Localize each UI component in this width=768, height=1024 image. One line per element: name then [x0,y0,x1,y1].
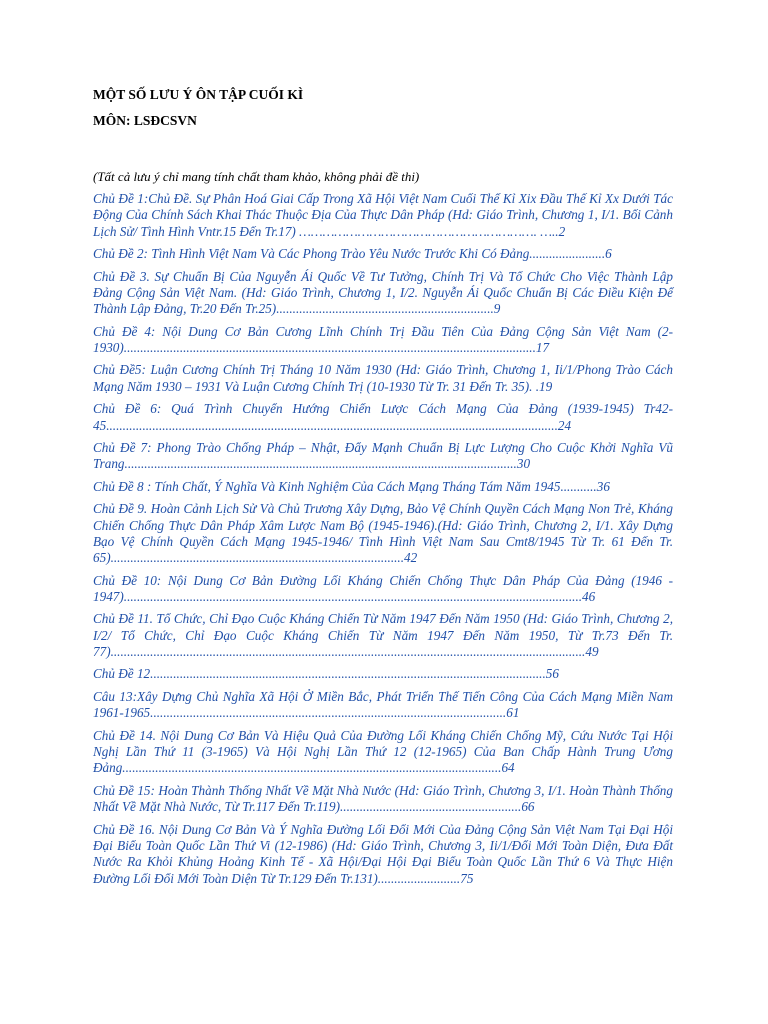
toc-entry-page-number: 6 [605,246,612,262]
toc-entry[interactable] [93,728,673,777]
toc-entry-page-number: 36 [596,478,610,494]
toc-entry-page-number: 17 [535,339,550,355]
toc-entry-page-number: 9 [493,301,501,317]
disclaimer-note: (Tất cả lưu ý chỉ mang tính chất tham khảo, không phải đề thi) [93,169,420,184]
toc-entry[interactable] [93,611,673,660]
toc-entry[interactable] [93,324,673,357]
toc-entry-page-number: 49 [585,644,599,659]
toc-entry[interactable] [93,666,673,682]
toc-entry-text: Chủ Đề 4: Nội Dung Cơ Bản Cương Lĩnh Chính Trị Đầu Tiên Của Đảng Cộng Sản Việt Nam (2-1930)............................................................................................................................. [93,323,673,355]
toc-entry-text: Chủ Đề5: Luận Cương Chính Trị Tháng 10 Năm 1930 (Hd: Giáo Trình, Chương 1, Ii/1/Phong Trào Cách Mạng Năm 1930 – 1931 Và Luận Cương Chính Trị (10-1930 Từ Tr. 31 Đến Tr. 35). . [93,362,673,394]
toc-entry-text: Chủ Đề 7: Phong Trào Chống Pháp – Nhật, Đẩy Mạnh Chuẩn Bị Lực Lượng Cho Cuộc Khởi Nghĩa Vũ Trang....................................................................................................................... [93,439,673,472]
toc-entry[interactable] [93,401,673,434]
toc-entry[interactable] [93,822,673,887]
document-page [93,84,673,893]
toc-entry-page-number: 19 [539,378,553,394]
toc-entry[interactable] [93,501,673,566]
toc-entry-text: Chủ Đề 8 : Tính Chất, Ý Nghĩa Và Kinh Nghiệm Của Cách Mạng Tháng Tám Năm 1945........... [93,478,597,494]
toc-entry-text: Chủ Đề 2: Tình Hình Việt Nam Và Các Phong Trào Yêu Nước Trước Khi Có Đảng....................... [93,246,606,262]
toc-entry-text: Chủ Đề 11. Tổ Chức, Chỉ Đạo Cuộc Kháng Chiến Từ Năm 1947 Đến Năm 1950 (Hd: Giáo Trình, Chương 2, I/2/ Tổ Chức, Chỉ Đạo Cuộc Kháng Chiến Từ Năm 1947 Đến Năm 1950, Từ Tr.73 Đến Tr. 77)................................................................................................................................................ [93,611,673,659]
toc-entry-text: Chủ Đề 15: Hoàn Thành Thống Nhất Về Mặt Nhà Nước (Hd: Giáo Trình, Chương 3, I/1. Hoàn Thành Thống Nhất Về Mặt Nhà Nước, Từ Tr.117 Đến Tr.119)....................................................... [93,782,673,815]
toc-entry-page-number: 42 [404,550,418,566]
toc-entry-text: Chủ Đề 10: Nội Dung Cơ Bản Đường Lối Kháng Chiến Chống Thực Dân Pháp Của Đảng (1946 - 1947)........................................................................................................................................... [93,572,673,604]
table-of-contents [93,191,673,887]
toc-entry-text: Chủ Đề 9. Hoàn Cảnh Lịch Sử Và Chủ Trương Xây Dựng, Bảo Vệ Chính Quyền Cách Mạng Non Trẻ, Kháng Chiến Chống Thực Dân Pháp Xâm Lược Nam Bộ (1945-1946).(Hd: Giáo Trình, Chương 2, I/1. Xây Dựng Bạo Vệ Chính Quyền Cách Mạng 1945-1946/ Tình Hình Việt Nam Sau Cmt8/1945 Từ Tr. 61 Đến Tr. 65)......................................................................................... [93,501,673,566]
toc-entry-text: Chủ Đề 12........................................................................................................................ [93,666,546,682]
toc-entry-page-number: 24 [557,417,572,433]
toc-entry-page-number: 66 [521,799,535,815]
toc-entry[interactable] [93,191,673,240]
document-subject: MÔN: LSĐCSVN [93,113,197,128]
toc-entry[interactable] [93,783,673,816]
toc-entry[interactable] [93,479,673,495]
toc-entry-text: Chủ Đề 3. Sự Chuẩn Bị Của Nguyễn Ái Quốc Về Tư Tưởng, Chính Trị Và Tổ Chức Cho Việc Thành Lập Đảng Cộng Sản Việt Nam. (Hd: Giáo Trình, Chương 1, I/2. Nguyễn Ái Quốc Chuẩn Bị Các Điều Kiện Để Thành Lập Đảng, Tr.20 Đến Tr.25).................................................................. [93,268,673,317]
toc-entry[interactable] [93,269,673,318]
toc-entry-page-number: 75 [460,870,474,886]
toc-entry-page-number: 56 [545,666,559,682]
toc-entry[interactable] [93,246,673,262]
toc-entry[interactable] [93,689,673,722]
document-title: MỘT SỐ LƯU Ý ÔN TẬP CUỐI KÌ [93,87,304,102]
toc-entry[interactable] [93,440,673,473]
toc-entry-text: Chủ Đề 14. Nội Dung Cơ Bản Và Hiệu Quả Của Đường Lối Kháng Chiến Chống Mỹ, Cứu Nước Tại Hội Nghị Lần Thứ 11 (3-1965) Và Hội Nghị Lần Thứ 12 (12-1965) Của Ban Chấp Hành Trung Ương Đảng................................................................................................................... [93,727,673,776]
toc-entry-text: Chủ Đề 1:Chủ Đề. Sự Phân Hoá Giai Cấp Trong Xã Hội Việt Nam Cuối Thế Kỉ Xix Đầu Thế Kỉ Xx Dưới Tác Động Của Chính Sách Khai Thác Thuộc Địa Của Thực Dân Pháp (Hd: Giáo Trình, Chương 1, I/1. Bối Cảnh Lịch Sử/ Tình Hình Vntr.15 Đến Tr.17) ……………………………………………………. ….. [93,191,673,239]
toc-entry-page-number: 64 [501,760,515,776]
toc-entry-text: Chủ Đề 6: Quá Trình Chuyển Hướng Chiến Lược Cách Mạng Của Đảng (1939-1945) Tr42-45......................................................................................................................................... [93,401,673,433]
toc-entry-page-number: 46 [582,588,596,604]
toc-entry[interactable] [93,573,673,606]
toc-entry-page-number: 30 [516,456,531,472]
toc-entry[interactable] [93,362,673,395]
toc-entry-page-number: 61 [506,705,520,721]
toc-entry-text: Câu 13:Xây Dựng Chủ Nghĩa Xã Hội Ở Miền Bắc, Phát Triển Thế Tiến Công Của Cách Mạng Miền Nam 1961-1965............................................................................................................ [93,688,673,721]
toc-entry-page-number: 2 [558,223,566,239]
toc-entry-text: Chủ Đề 16. Nội Dung Cơ Bản Và Ý Nghĩa Đường Lối Đổi Mới Của Đảng Cộng Sản Việt Nam Tại Đại Hội Đại Biểu Toàn Quốc Lần Thứ Vi (12-1986) (Hd: Giáo Trình, Chương 3, Ii/1/Đổi Mới Toàn Diện, Đưa Đất Nước Ra Khỏi Khủng Hoảng Kinh Tế - Xã Hội/Đại Hội Đại Biểu Toàn Quốc Lần Thứ 6 Và Thực Hiện Đường Lối Đổi Mới Toàn Diện Từ Tr.129 Đến Tr.131)......................... [93,821,673,886]
